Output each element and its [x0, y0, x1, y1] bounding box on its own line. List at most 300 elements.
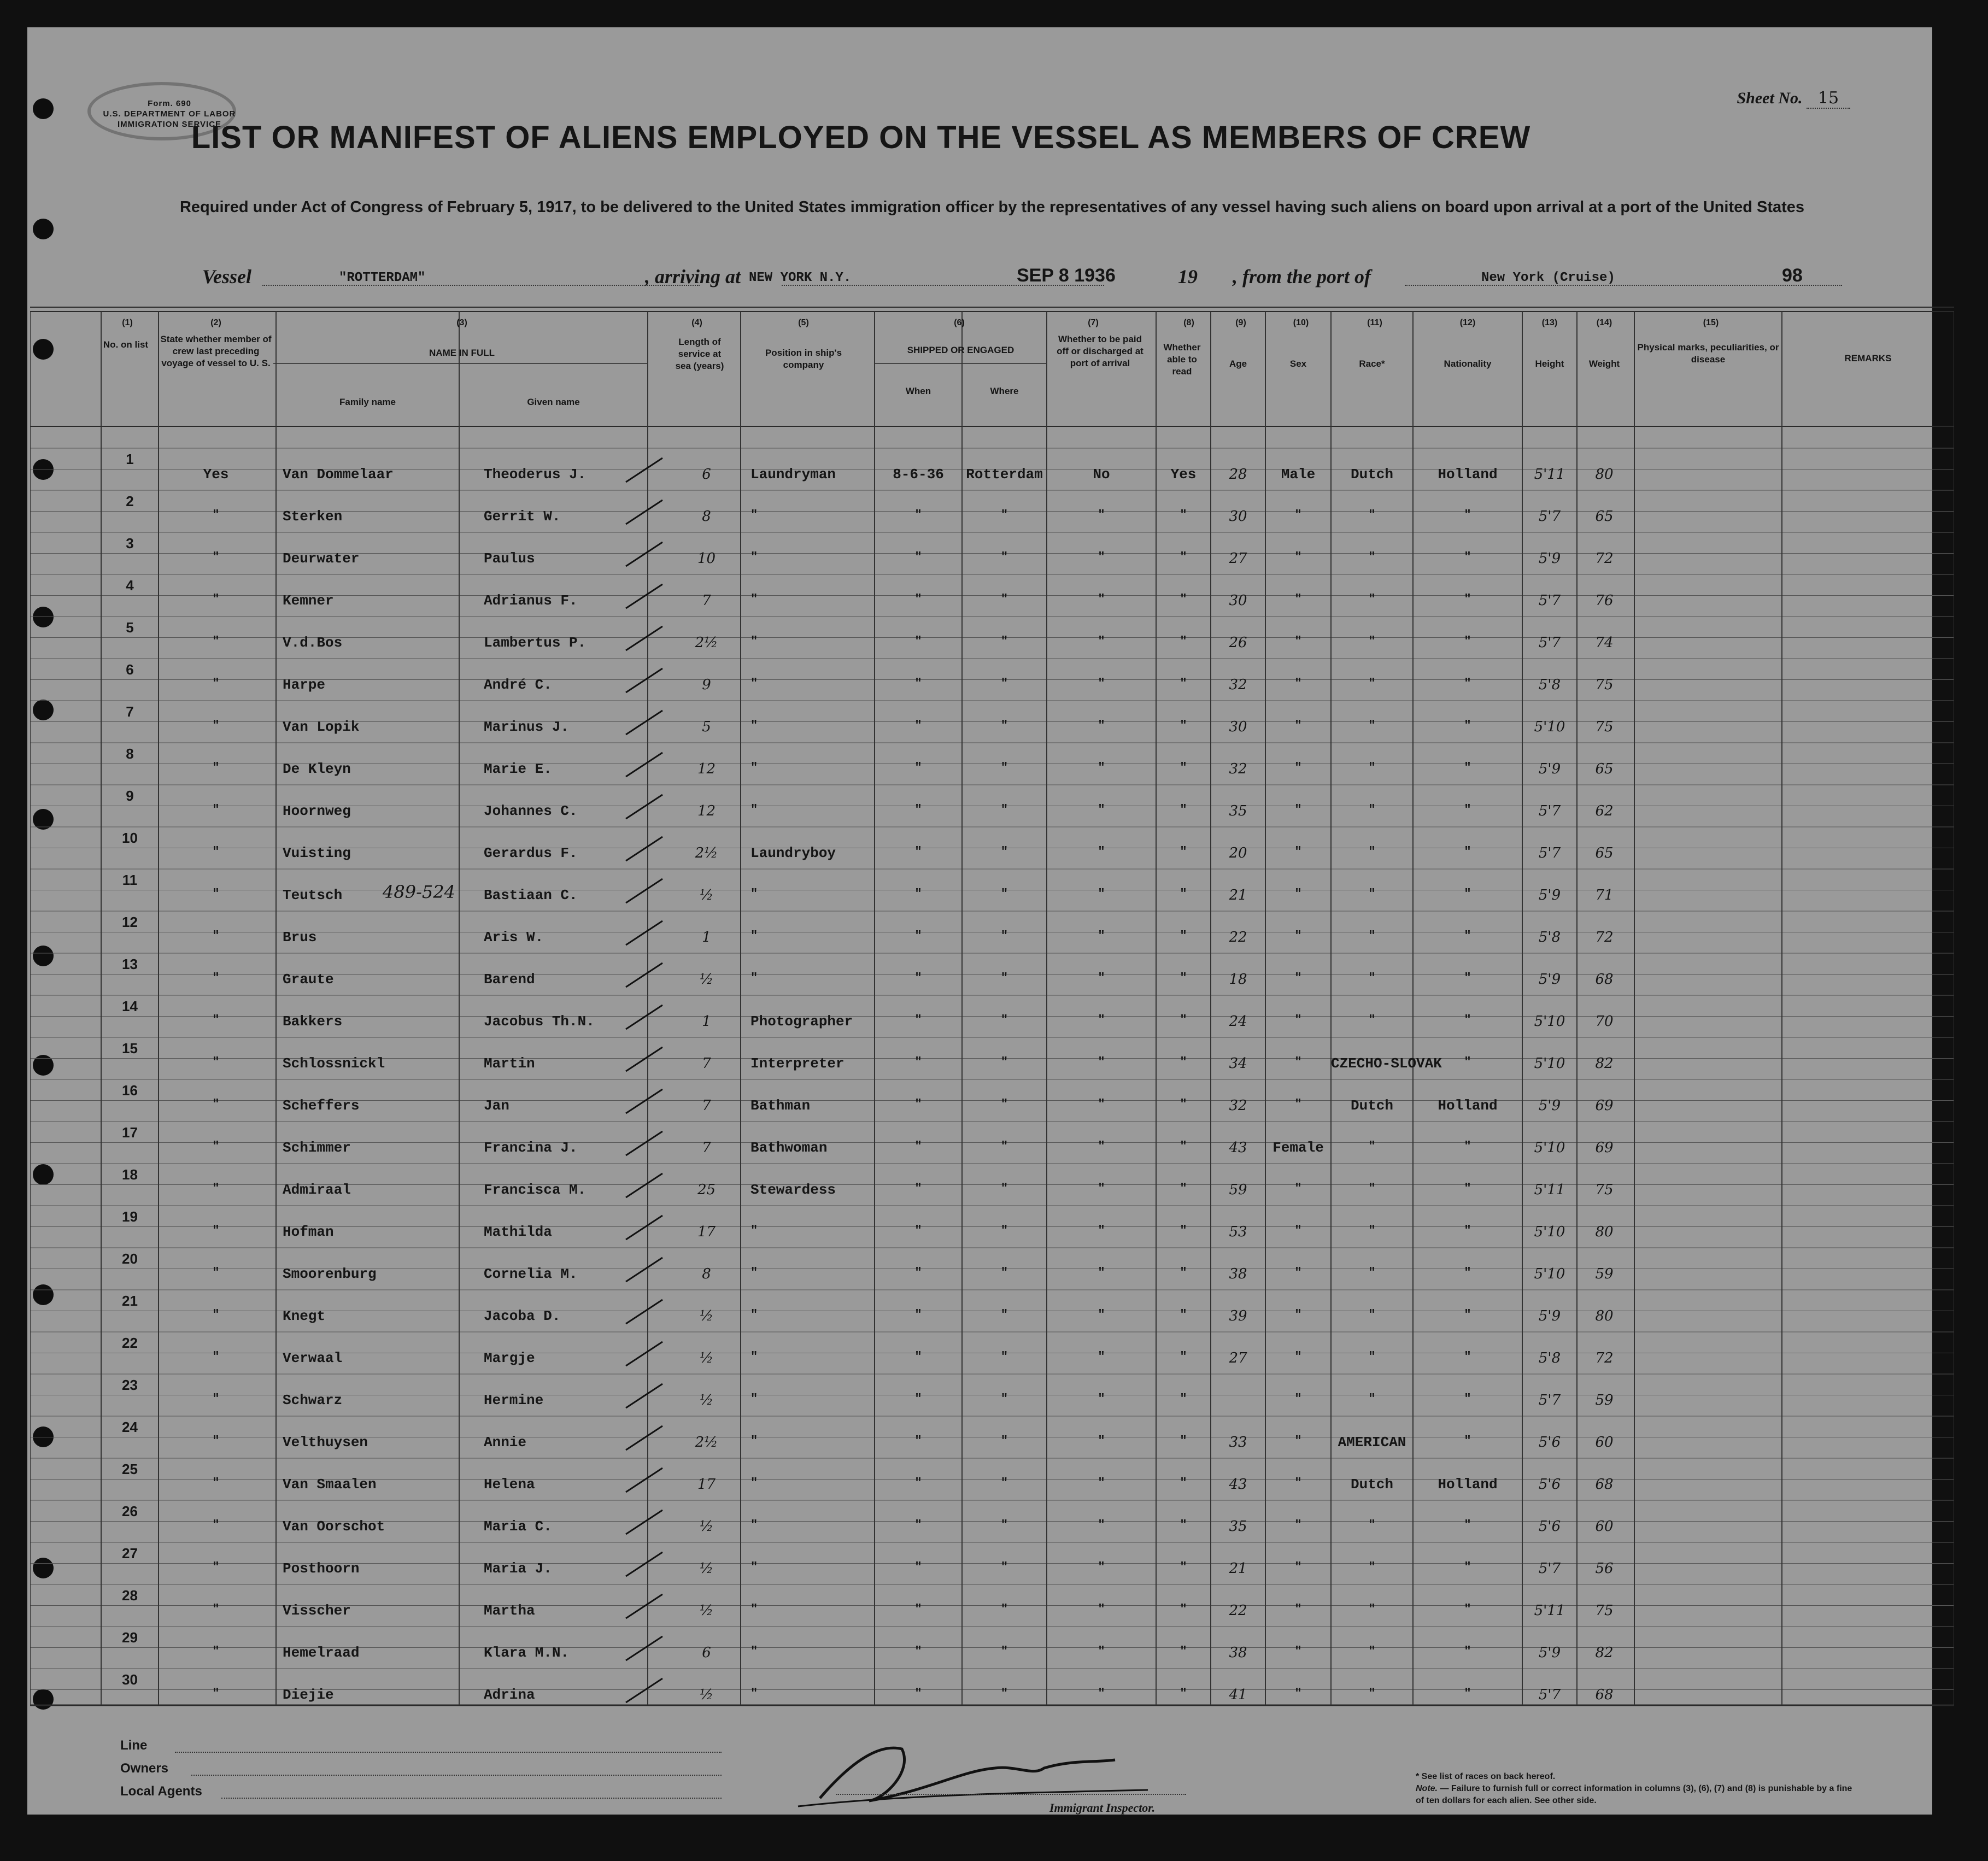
- from-dotted-line: [1405, 285, 1842, 286]
- department-name: U.S. DEPARTMENT OF LABOR: [103, 109, 236, 119]
- cell-given: Jan: [484, 1097, 509, 1114]
- cell-read: ": [1180, 1560, 1187, 1574]
- cell-no: 30: [122, 1671, 138, 1688]
- cell-position: ": [750, 1308, 758, 1322]
- cell-height: 5'6: [1538, 1476, 1561, 1493]
- cell-race: ": [1368, 1560, 1376, 1574]
- cell-years: 7: [702, 1140, 711, 1156]
- sheet-number-value: 15: [1807, 89, 1850, 109]
- cell-position: Photographer: [750, 1013, 853, 1030]
- cell-race: ": [1368, 1182, 1376, 1195]
- cell-weight: 74: [1595, 635, 1614, 651]
- cell-paid: ": [1098, 1645, 1105, 1658]
- cell-weight: 71: [1595, 887, 1614, 903]
- cell-given: Martin: [484, 1055, 535, 1072]
- cell-age: 43: [1229, 1476, 1247, 1493]
- check-mark: [623, 454, 667, 486]
- cell-no: 23: [122, 1377, 138, 1393]
- cell-paid: ": [1098, 719, 1105, 732]
- cell-read: ": [1180, 1055, 1187, 1069]
- cell-age: 43: [1229, 1140, 1247, 1156]
- cell-nat: ": [1464, 1518, 1471, 1532]
- cell-race: Dutch: [1350, 1097, 1393, 1114]
- cell-family: Harpe: [283, 677, 326, 693]
- check-mark: [623, 1043, 667, 1076]
- cell-position: ": [750, 761, 758, 774]
- cell-family: Van Oorschot: [283, 1518, 385, 1535]
- col-2-number: (2): [210, 318, 221, 327]
- cell-position: Bathwoman: [750, 1140, 828, 1156]
- cell-race: ": [1368, 592, 1376, 606]
- header-where: Where: [990, 386, 1019, 396]
- check-mark: [623, 1337, 667, 1370]
- from-port: New York (Cruise): [1481, 271, 1615, 285]
- check-mark: [623, 1169, 667, 1202]
- cell-read: ": [1180, 1350, 1187, 1364]
- cell-race: ": [1368, 1518, 1376, 1532]
- cell-given: Maria J.: [484, 1560, 552, 1577]
- cell-sex: ": [1294, 1645, 1302, 1658]
- cell-read: ": [1180, 1392, 1187, 1406]
- cell-nat: ": [1464, 803, 1471, 817]
- cell-age: 30: [1229, 719, 1247, 735]
- cell-position: ": [750, 550, 758, 564]
- cell-years: ½: [699, 971, 714, 988]
- cell-race: CZECHO-SLOVAK: [1331, 1055, 1442, 1072]
- cell-race: ": [1368, 1645, 1376, 1658]
- cell-family: Schimmer: [283, 1140, 351, 1156]
- cell-height: 5'7: [1538, 803, 1561, 819]
- cell-sex: ": [1294, 803, 1302, 817]
- cell-when: ": [914, 1645, 922, 1658]
- cell-years: ½: [699, 1518, 714, 1535]
- cell-race: ": [1368, 1224, 1376, 1237]
- cell-state: ": [212, 803, 220, 817]
- cell-read: ": [1180, 1097, 1187, 1111]
- check-mark: [623, 1464, 667, 1496]
- cell-height: 5'9: [1538, 1645, 1561, 1661]
- cell-read: ": [1180, 1476, 1187, 1490]
- cell-nat: ": [1464, 1560, 1471, 1574]
- check-mark: [623, 664, 667, 697]
- cell-state: ": [212, 1350, 220, 1364]
- check-mark: [623, 1085, 667, 1118]
- cell-state: ": [212, 719, 220, 732]
- cell-family: Hoornweg: [283, 803, 351, 819]
- cell-age: 24: [1229, 1013, 1247, 1030]
- check-mark: [623, 496, 667, 529]
- cell-state: ": [212, 1476, 220, 1490]
- cell-weight: 69: [1595, 1140, 1614, 1156]
- footnotes: [1416, 1771, 1853, 1807]
- cell-when: ": [914, 1308, 922, 1322]
- cell-given: Francisca M.: [484, 1182, 587, 1198]
- col-7-number: (7): [1088, 318, 1099, 327]
- page-subtitle: Required under Act of Congress of February 5, 1917, to be delivered to the United States immigration officer by the representatives of any vessel having such aliens on board upon arrival at a port of the United States: [179, 198, 1805, 216]
- cell-when: ": [914, 1350, 922, 1364]
- cell-given: Cornelia M.: [484, 1266, 578, 1282]
- cell-read: ": [1180, 677, 1187, 690]
- cell-no: 7: [126, 703, 134, 720]
- cell-read: ": [1180, 1224, 1187, 1237]
- cell-paid: ": [1098, 1560, 1105, 1574]
- cell-sex: ": [1294, 1055, 1302, 1069]
- cell-where: ": [1000, 677, 1008, 690]
- cell-read: ": [1180, 1013, 1187, 1027]
- check-mark: [623, 1379, 667, 1412]
- cell-no: 9: [126, 788, 134, 804]
- local-agents-dotted-line: [221, 1798, 722, 1799]
- cell-sex: ": [1294, 635, 1302, 648]
- cell-state: ": [212, 1182, 220, 1195]
- cell-family: Scheffers: [283, 1097, 360, 1114]
- cell-no: 29: [122, 1629, 138, 1646]
- cell-weight: 72: [1595, 1350, 1614, 1366]
- cell-where: ": [1000, 1602, 1008, 1616]
- cell-sex: ": [1294, 1350, 1302, 1364]
- cell-position: ": [750, 1560, 758, 1574]
- cell-age: 20: [1229, 845, 1247, 861]
- cell-family: Sterken: [283, 508, 343, 525]
- cell-no: 8: [126, 745, 134, 762]
- cell-age: 30: [1229, 592, 1247, 609]
- col-6-number: (6): [954, 318, 965, 327]
- cell-race: ": [1368, 1602, 1376, 1616]
- cell-state: ": [212, 1645, 220, 1658]
- cell-age: 59: [1229, 1182, 1247, 1198]
- cell-read: Yes: [1170, 466, 1197, 483]
- cell-state: ": [212, 1560, 220, 1574]
- cell-when: ": [914, 1224, 922, 1237]
- cell-family: Knegt: [283, 1308, 326, 1324]
- cell-sex: ": [1294, 761, 1302, 774]
- cell-paid: ": [1098, 1518, 1105, 1532]
- cell-family: Van Smaalen: [283, 1476, 377, 1493]
- cell-state: ": [212, 761, 220, 774]
- cell-position: ": [750, 1645, 758, 1658]
- cell-when: ": [914, 1560, 922, 1574]
- sheet-number-label: Sheet No.: [1737, 89, 1803, 107]
- cell-height: 5'7: [1538, 845, 1561, 861]
- cell-where: ": [1000, 1476, 1008, 1490]
- cell-state: ": [212, 550, 220, 564]
- cell-state: ": [212, 635, 220, 648]
- cell-position: ": [750, 635, 758, 648]
- cell-age: 28: [1229, 466, 1247, 483]
- cell-state: ": [212, 1518, 220, 1532]
- header-physical-marks: Physical marks, peculiarities, or disease: [1637, 342, 1779, 365]
- cell-no: 27: [122, 1545, 138, 1561]
- cell-nat: ": [1464, 508, 1471, 522]
- cell-height: 5'7: [1538, 1560, 1561, 1577]
- cell-sex: ": [1294, 1182, 1302, 1195]
- cell-weight: 72: [1595, 550, 1614, 567]
- cell-years: 12: [697, 803, 716, 819]
- cell-given: Maria C.: [484, 1518, 552, 1535]
- cell-where: ": [1000, 1182, 1008, 1195]
- cell-height: 5'10: [1534, 1224, 1565, 1240]
- punch-hole: [33, 98, 54, 119]
- cell-age: 34: [1229, 1055, 1247, 1072]
- cell-years: 9: [702, 677, 711, 693]
- handwritten-annotation: 489-524: [383, 882, 455, 902]
- cell-given: Lambertus P.: [484, 635, 587, 651]
- cell-age: 38: [1229, 1266, 1247, 1282]
- cell-age: 18: [1229, 971, 1247, 988]
- cell-read: ": [1180, 929, 1187, 943]
- header-paid-off: Whether to be paid off or discharged at port of arrival: [1057, 334, 1143, 368]
- cell-where: ": [1000, 1350, 1008, 1364]
- cell-weight: 80: [1595, 1224, 1614, 1240]
- col-5-number: (5): [798, 318, 809, 327]
- check-mark: [623, 1253, 667, 1286]
- cell-paid: ": [1098, 508, 1105, 522]
- cell-read: ": [1180, 845, 1187, 859]
- cell-nat: ": [1464, 1013, 1471, 1027]
- cell-age: 30: [1229, 508, 1247, 525]
- cell-state: ": [212, 887, 220, 901]
- cell-nat: ": [1464, 1266, 1471, 1279]
- cell-height: 5'7: [1538, 635, 1561, 651]
- note-text: — Failure to furnish full or correct information in columns (3), (6), (7) and (8) is punishable by a fine of ten dollars for each alien. See other side.: [1416, 1784, 1852, 1805]
- cell-race: ": [1368, 1687, 1376, 1700]
- cell-weight: 56: [1595, 1560, 1614, 1577]
- cell-years: 1: [702, 1013, 711, 1030]
- cell-paid: ": [1098, 803, 1105, 817]
- cell-height: 5'11: [1534, 1182, 1565, 1198]
- cell-position: Laundryman: [750, 466, 836, 483]
- cell-nat: ": [1464, 1392, 1471, 1406]
- cell-family: Van Lopik: [283, 719, 360, 735]
- cell-no: 13: [122, 956, 138, 972]
- cell-race: ": [1368, 1266, 1376, 1279]
- cell-sex: ": [1294, 1476, 1302, 1490]
- cell-read: ": [1180, 508, 1187, 522]
- cell-race: ": [1368, 887, 1376, 901]
- cell-nat: Holland: [1438, 1097, 1498, 1114]
- col-11-number: (11): [1367, 318, 1382, 327]
- cell-years: ½: [699, 1392, 714, 1408]
- cell-years: 8: [702, 1266, 711, 1282]
- cell-family: Visscher: [283, 1602, 351, 1619]
- cell-nat: ": [1464, 971, 1471, 985]
- cell-age: 21: [1229, 887, 1247, 903]
- cell-years: ½: [699, 1602, 714, 1619]
- cell-read: ": [1180, 761, 1187, 774]
- cell-given: Annie: [484, 1434, 527, 1451]
- cell-where: ": [1000, 845, 1008, 859]
- header-shipped-engaged: SHIPPED OR ENGAGED: [907, 345, 1014, 355]
- owners-dotted-line: [191, 1775, 722, 1776]
- cell-nat: ": [1464, 1224, 1471, 1237]
- cell-no: 26: [122, 1503, 138, 1519]
- cell-where: ": [1000, 508, 1008, 522]
- header-age: Age: [1229, 359, 1247, 369]
- cell-height: 5'9: [1538, 887, 1561, 903]
- cell-no: 14: [122, 998, 138, 1014]
- cell-state: ": [212, 1602, 220, 1616]
- cell-paid: ": [1098, 1434, 1105, 1448]
- cell-years: ½: [699, 1350, 714, 1366]
- cell-where: ": [1000, 635, 1008, 648]
- cell-position: Bathman: [750, 1097, 811, 1114]
- cell-race: ": [1368, 761, 1376, 774]
- cell-age: 41: [1229, 1687, 1247, 1703]
- cell-given: Marie E.: [484, 761, 552, 777]
- cell-years: ½: [699, 1308, 714, 1324]
- cell-state: Yes: [203, 466, 229, 483]
- cell-state: ": [212, 1308, 220, 1322]
- cell-when: ": [914, 1392, 922, 1406]
- cell-years: 8: [702, 508, 711, 525]
- check-mark: [623, 1001, 667, 1034]
- cell-height: 5'7: [1538, 508, 1561, 525]
- cell-when: ": [914, 887, 922, 901]
- cell-nat: ": [1464, 1055, 1471, 1069]
- cell-years: 2½: [695, 1434, 718, 1451]
- cell-age: 22: [1229, 929, 1247, 946]
- cell-nat: ": [1464, 887, 1471, 901]
- cell-given: Jacoba D.: [484, 1308, 561, 1324]
- cell-weight: 60: [1595, 1434, 1614, 1451]
- cell-when: ": [914, 550, 922, 564]
- cell-weight: 76: [1595, 592, 1614, 609]
- cell-sex: ": [1294, 1687, 1302, 1700]
- cell-when: ": [914, 1097, 922, 1111]
- cell-position: Laundryboy: [750, 845, 836, 861]
- header-remarks: REMARKS: [1844, 353, 1892, 363]
- cell-paid: ": [1098, 677, 1105, 690]
- cell-years: ½: [699, 1560, 714, 1577]
- cell-paid: ": [1098, 1140, 1105, 1153]
- cell-paid: ": [1098, 1182, 1105, 1195]
- cell-given: Francina J.: [484, 1140, 578, 1156]
- cell-position: ": [750, 508, 758, 522]
- cell-paid: ": [1098, 929, 1105, 943]
- cell-where: ": [1000, 1140, 1008, 1153]
- cell-sex: ": [1294, 1560, 1302, 1574]
- arriving-port: NEW YORK N.Y.: [749, 271, 852, 285]
- cell-height: 5'10: [1534, 719, 1565, 735]
- cell-read: ": [1180, 1518, 1187, 1532]
- cell-sex: ": [1294, 1224, 1302, 1237]
- cell-age: 32: [1229, 1097, 1247, 1114]
- check-mark: [623, 748, 667, 781]
- cell-when: ": [914, 1055, 922, 1069]
- cell-age: 21: [1229, 1560, 1247, 1577]
- cell-sex: Male: [1281, 466, 1316, 483]
- cell-given: Helena: [484, 1476, 535, 1493]
- cell-paid: ": [1098, 1308, 1105, 1322]
- cell-race: ": [1368, 1140, 1376, 1153]
- cell-nat: ": [1464, 1602, 1471, 1616]
- header-no-on-list: No. on list: [103, 339, 149, 350]
- cell-race: ": [1368, 929, 1376, 943]
- header-able-to-read: Whether able to read: [1163, 342, 1201, 377]
- cell-sex: ": [1294, 1308, 1302, 1322]
- cell-height: 5'9: [1538, 1308, 1561, 1324]
- cell-family: V.d.Bos: [283, 635, 343, 651]
- cell-given: Bastiaan C.: [484, 887, 578, 903]
- cell-years: 10: [697, 550, 716, 567]
- year-label: 19: [1178, 266, 1198, 287]
- cell-years: 25: [697, 1182, 716, 1198]
- cell-no: 12: [122, 914, 138, 930]
- cell-weight: 65: [1595, 508, 1614, 525]
- cell-position: ": [750, 1224, 758, 1237]
- cell-sex: ": [1294, 1392, 1302, 1406]
- cell-when: ": [914, 1182, 922, 1195]
- cell-read: ": [1180, 1687, 1187, 1700]
- cell-state: ": [212, 1140, 220, 1153]
- cell-read: ": [1180, 971, 1187, 985]
- cell-given: Mathilda: [484, 1224, 552, 1240]
- owners-label: Owners: [120, 1761, 169, 1776]
- cell-height: 5'8: [1538, 1350, 1561, 1366]
- cell-height: 5'9: [1538, 1097, 1561, 1114]
- cell-read: ": [1180, 1266, 1187, 1279]
- cell-paid: ": [1098, 550, 1105, 564]
- cell-nat: ": [1464, 1140, 1471, 1153]
- cell-height: 5'8: [1538, 677, 1561, 693]
- arrival-date-stamp: SEP 8 1936: [1017, 265, 1116, 286]
- cell-where: ": [1000, 719, 1008, 732]
- cell-paid: ": [1098, 887, 1105, 901]
- vessel-dotted-line: [262, 285, 700, 286]
- cell-nat: ": [1464, 719, 1471, 732]
- col-3-number: (3): [456, 318, 467, 327]
- cell-when: ": [914, 1266, 922, 1279]
- col-14-number: (14): [1596, 318, 1612, 327]
- cell-weight: 60: [1595, 1518, 1614, 1535]
- cell-weight: 82: [1595, 1055, 1614, 1072]
- cell-read: ": [1180, 550, 1187, 564]
- line-label: Line: [120, 1738, 148, 1753]
- cell-state: ": [212, 1055, 220, 1069]
- cell-weight: 68: [1595, 971, 1614, 988]
- cell-position: ": [750, 803, 758, 817]
- cell-age: 35: [1229, 803, 1247, 819]
- cell-position: ": [750, 1518, 758, 1532]
- cell-when: ": [914, 971, 922, 985]
- cell-years: 5: [702, 719, 711, 735]
- cell-age: 27: [1229, 1350, 1247, 1366]
- col-8-number: (8): [1183, 318, 1194, 327]
- cell-where: ": [1000, 803, 1008, 817]
- vessel-line: [202, 265, 1842, 292]
- cell-when: ": [914, 1434, 922, 1448]
- header-state-whether: State whether member of crew last preceding voyage of vessel to U. S.: [160, 334, 272, 368]
- header-length-service: Length of service at sea (years): [675, 337, 724, 371]
- header-name-in-full: NAME IN FULL: [429, 348, 495, 358]
- cell-family: Schlossnickl: [283, 1055, 385, 1072]
- cell-weight: 82: [1595, 1645, 1614, 1661]
- fine-note: [1416, 1783, 1853, 1807]
- cell-family: Velthuysen: [283, 1434, 368, 1451]
- cell-position: ": [750, 1392, 758, 1406]
- cell-sex: ": [1294, 971, 1302, 985]
- cell-sex: ": [1294, 1013, 1302, 1027]
- punch-hole: [33, 219, 54, 239]
- inspector-label: Immigrant Inspector.: [1049, 1801, 1156, 1815]
- cell-given: Johannes C.: [484, 803, 578, 819]
- cell-years: 7: [702, 592, 711, 609]
- cell-given: Marinus J.: [484, 719, 570, 735]
- cell-where: Rotterdam: [966, 466, 1043, 483]
- cell-sex: ": [1294, 887, 1302, 901]
- cell-nat: ": [1464, 1182, 1471, 1195]
- cell-sex: ": [1294, 550, 1302, 564]
